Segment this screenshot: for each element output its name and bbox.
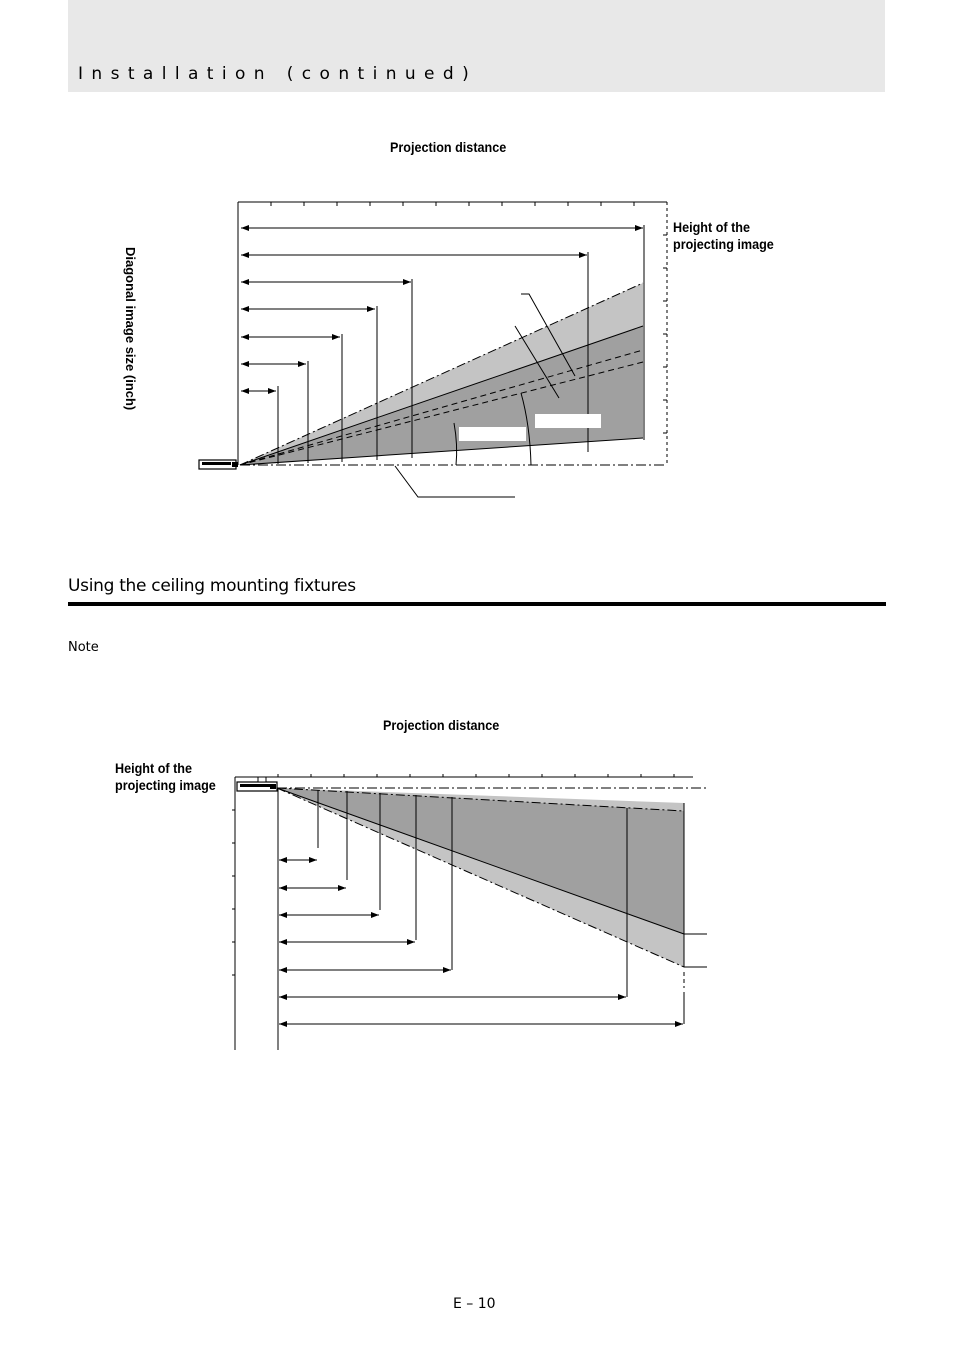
projector-icon — [199, 460, 238, 469]
section-heading: Using the ceiling mounting fixtures — [68, 576, 356, 596]
projection-cone — [277, 788, 684, 967]
page-number: E – 10 — [453, 1296, 496, 1312]
page-header-title: Installation (continued) — [78, 64, 478, 84]
ceiling-projection-diagram — [0, 760, 954, 1060]
bottom-diagram-title: Projection distance — [383, 717, 500, 733]
projector-icon — [237, 777, 277, 791]
top-height-label: Height of the projecting image — [673, 219, 774, 252]
diagonal-size-axis-label: Diagonal image size (inch) — [123, 247, 138, 411]
desktop-projection-diagram — [0, 190, 954, 510]
section-divider — [68, 602, 886, 606]
header-band — [68, 0, 885, 92]
top-diagram-title: Projection distance — [390, 139, 507, 155]
projection-cone — [240, 283, 643, 465]
bottom-height-label: Height of the projecting image — [115, 760, 216, 793]
note-label: Note — [68, 640, 99, 655]
